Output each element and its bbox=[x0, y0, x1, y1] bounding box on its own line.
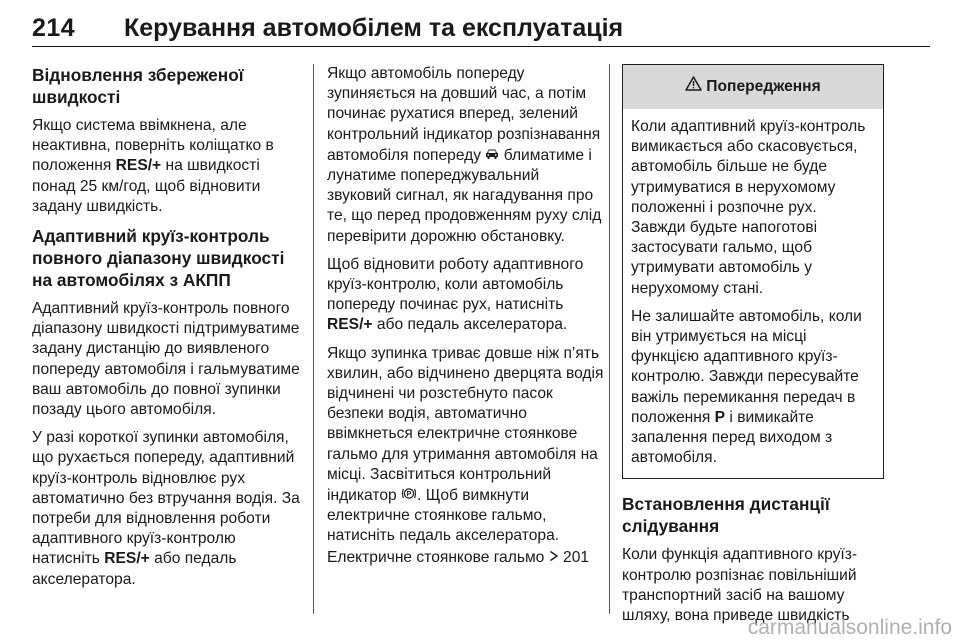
column-left bbox=[32, 64, 300, 598]
text: або педаль акселератора. bbox=[32, 550, 237, 588]
warning-header bbox=[623, 65, 883, 109]
parking-brake-icon bbox=[401, 485, 417, 505]
text: або педаль акселератора. bbox=[372, 316, 568, 334]
paragraph: Адаптивний круїз-контроль повного діапазону швидкості підтримуватиме задану дистанцію до виявленого попереду автомобіля і гальмуватиме ваш автомобіль до повної зупинки позаду цього автомобіля. bbox=[32, 300, 300, 419]
column-middle bbox=[327, 64, 605, 576]
page-header bbox=[32, 8, 930, 47]
watermark: carmanualsonline.info bbox=[747, 616, 952, 639]
text: Щоб відновити роботу адаптивного круїз-контролю, коли автомобіль попереду починає рух, натисніть bbox=[327, 255, 584, 314]
gear-position-label: P bbox=[714, 408, 726, 426]
control-label: RES/+ bbox=[104, 550, 150, 568]
paragraph bbox=[327, 64, 605, 247]
page-reference-arrow-icon[interactable] bbox=[549, 547, 559, 567]
text: блиматиме і лунатиме попереджувальний звуковий сигнал, як нагадування про те, що перед продовженням руху слід перевірити дорожню обстановку. bbox=[327, 146, 602, 245]
text: Не залишайте автомобіль, коли він утримується на місці функцією адаптивного круїз-контролю. Завжди пересувайте важіль перемикання передач в положення bbox=[631, 307, 862, 426]
paragraph: Коли адаптивний круїз-контроль вимикається або скасовується, автомобіль більше не буде утримуватися в нерухомому положенні і розпочне рух. Завжди будьте напоготові застосувати гальмо, щоб утримувати автомобіль у нерухомому стані. bbox=[631, 118, 866, 297]
warning-body bbox=[623, 109, 883, 478]
paragraph bbox=[327, 255, 605, 336]
page-number: 214 bbox=[32, 14, 76, 42]
car-front-icon bbox=[485, 145, 499, 165]
paragraph: Коли функція адаптивного круїз-контролю розпізнає повільніший транспортний засіб на вашому шляху, вона приведе швидкість bbox=[622, 546, 858, 625]
section-heading: Встановлення дистанції слідування bbox=[622, 494, 830, 537]
warning-triangle-icon bbox=[685, 76, 702, 97]
warning-title: Попередження bbox=[706, 77, 821, 95]
page-reference[interactable]: 201 bbox=[558, 548, 590, 566]
paragraph bbox=[32, 116, 300, 217]
chapter-title: Керування автомобілем та експлуатація bbox=[124, 14, 624, 42]
text: Якщо система ввімкнена, але неактивна, поверніть коліщатко в положення bbox=[32, 117, 274, 175]
text: . Щоб вимкнути електричне стоянкове гальмо, натисніть педаль акселератора. Електричне стоянкове гальмо bbox=[327, 487, 560, 566]
text: Якщо зупинка триває довше ніж п’ять хвилин, або відчинено дверцята водія відчинені чи розстебнуто пасок безпеки водія, автоматично ввімкнеться електричне стоянкове гальмо для утримання автомобіля на місці. Засвітиться контрольний індикатор bbox=[327, 344, 604, 505]
control-label: RES/+ bbox=[115, 157, 162, 175]
text: У разі короткої зупинки автомобіля, що рухається попереду, адаптивний круїз-контроль відновлює рух автоматично без втручання водія. За потреби для відновлення роботи адаптивного круїз-контролю натисніть bbox=[32, 429, 300, 568]
svg-text:P: P bbox=[406, 491, 412, 499]
section-heading: Адаптивний круїз-контроль повного діапазону швидкості на автомобілях з АКПП bbox=[32, 226, 285, 291]
control-label: RES/+ bbox=[327, 316, 373, 334]
section-heading: Відновлення збереженої швидкості bbox=[32, 65, 244, 107]
column-right bbox=[622, 64, 884, 634]
text: на швидкості понад 25 км/год, щоб відновити задану швидкість. bbox=[32, 157, 261, 215]
warning-box bbox=[622, 64, 884, 479]
column-divider bbox=[313, 64, 314, 614]
text: Якщо автомобіль попереду зупиняється на довший час, а потім починає рухатися вперед, зелений контрольний індикатор розпізнавання автомобіля попереду bbox=[327, 65, 601, 164]
paragraph bbox=[631, 307, 875, 469]
paragraph bbox=[327, 344, 605, 568]
column-divider bbox=[609, 64, 610, 614]
text: і вимикайте запалення перед виходом з автомобіля. bbox=[631, 408, 833, 467]
paragraph bbox=[32, 428, 300, 590]
